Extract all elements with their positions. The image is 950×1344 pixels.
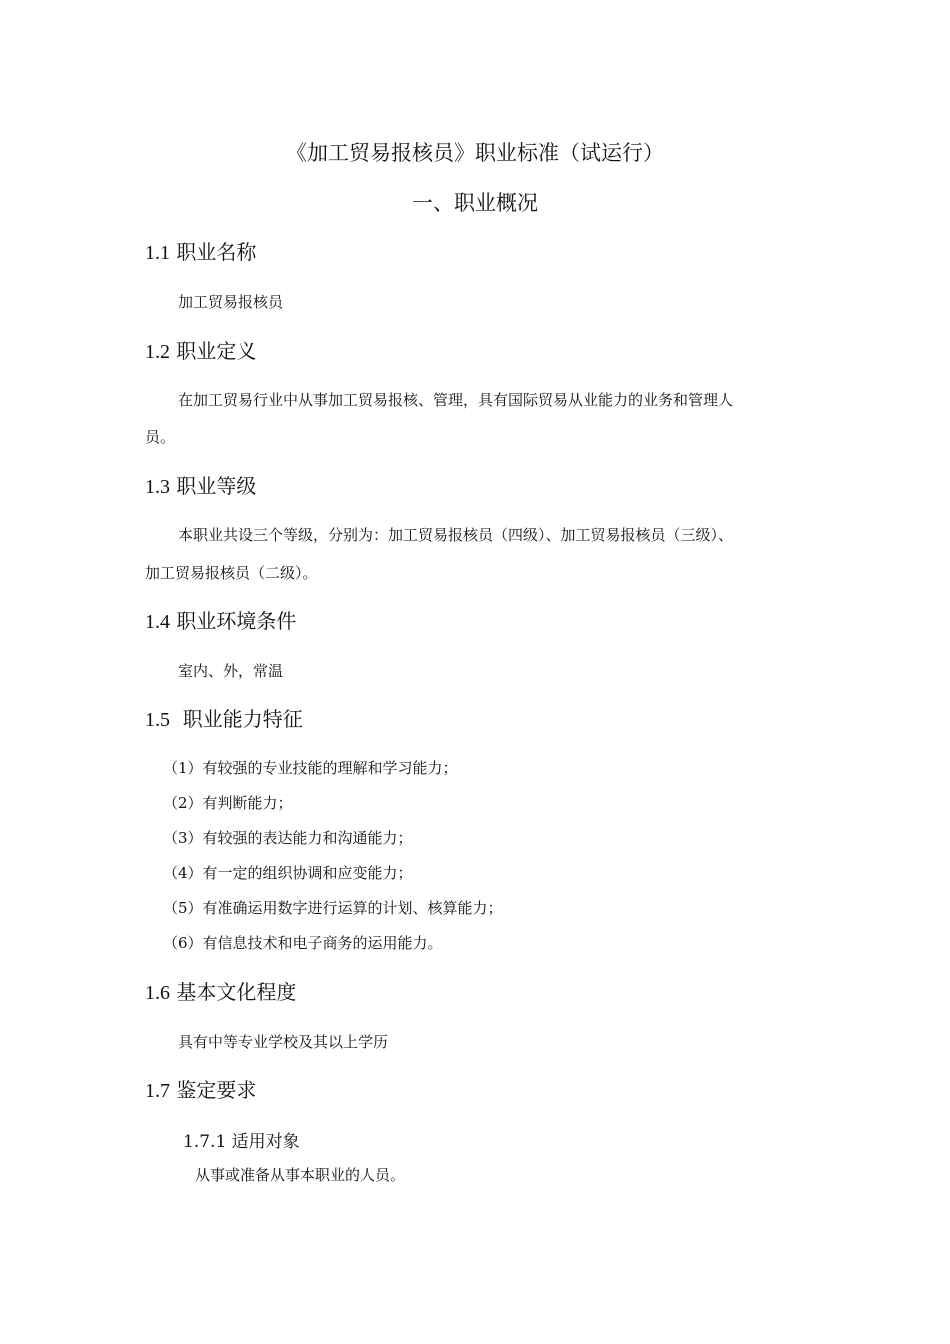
section-heading-1-3 xyxy=(145,470,256,499)
section-body-1-3-line2: 加工贸易报核员（二级）。 xyxy=(145,564,318,582)
list-item: （6）有信息技术和电子商务的运用能力。 xyxy=(163,934,443,952)
list-item: （3）有较强的表达能力和沟通能力； xyxy=(163,829,413,847)
list-item: （5）有准确运用数字进行运算的计划、核算能力； xyxy=(163,899,503,917)
section-body-1-3-line1: 本职业共设三个等级，分别为：加工贸易报核员（四级）、加工贸易报核员（三级）、 xyxy=(178,526,734,544)
section-title: 职业名称 xyxy=(176,240,257,264)
section-heading-1-7 xyxy=(145,1074,256,1103)
section-title: 职业环境条件 xyxy=(176,609,297,633)
chapter-heading: 一、职业概况 xyxy=(412,191,538,215)
section-title: 职业能力特征 xyxy=(182,707,303,731)
section-number: 1.7 xyxy=(145,1080,170,1102)
document-title: 《加工贸易报核员》职业标准（试运行） xyxy=(286,141,664,165)
section-number: 1.2 xyxy=(145,341,170,363)
section-title: 基本文化程度 xyxy=(176,980,297,1004)
list-item: （2）有判断能力； xyxy=(163,794,293,812)
section-title: 鉴定要求 xyxy=(176,1078,257,1102)
section-heading-1-1 xyxy=(145,236,256,265)
section-body-1-1: 加工贸易报核员 xyxy=(178,293,284,311)
section-number: 1.6 xyxy=(145,982,170,1004)
subsection-body-1-7-1: 从事或准备从事本职业的人员。 xyxy=(195,1166,406,1184)
section-number: 1.3 xyxy=(145,476,170,498)
section-heading-1-2 xyxy=(145,335,256,364)
section-number: 1.1 xyxy=(145,242,170,264)
section-body-1-2-line1: 在加工贸易行业中从事加工贸易报核、管理，具有国际贸易从业能力的业务和管理人 xyxy=(178,391,734,409)
section-body-1-6: 具有中等专业学校及其以上学历 xyxy=(178,1033,389,1051)
section-title: 职业定义 xyxy=(176,339,257,363)
section-title: 职业等级 xyxy=(176,474,257,498)
subsection-heading-1-7-1: 1.7.1 适用对象 xyxy=(183,1132,300,1152)
section-heading-1-6 xyxy=(145,976,296,1005)
section-heading-1-4 xyxy=(145,605,296,634)
section-number: 1.4 xyxy=(145,611,170,633)
list-item: （4）有一定的组织协调和应变能力； xyxy=(163,864,413,882)
section-body-1-2-line2: 员。 xyxy=(145,428,176,446)
section-number: 1.5 xyxy=(145,709,170,731)
section-body-1-4: 室内、外，常温 xyxy=(178,662,284,680)
list-item: （1）有较强的专业技能的理解和学习能力； xyxy=(163,759,458,777)
section-heading-1-5 xyxy=(145,703,303,732)
